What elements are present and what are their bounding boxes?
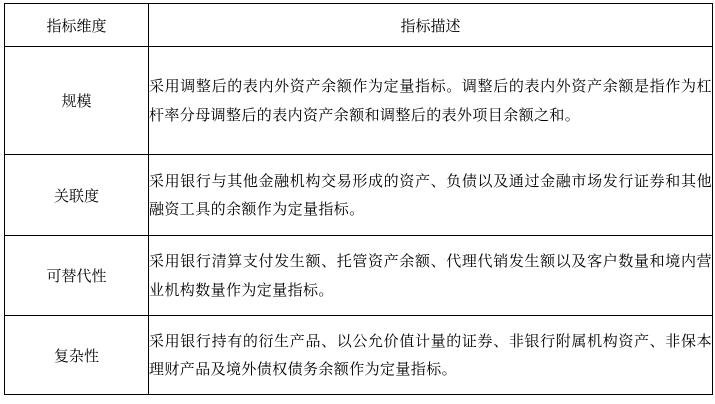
- description-cell: 采用调整后的表内外资产余额作为定量指标。调整后的表内外资产余额是指作为杠杆率分母调整后的表内资产余额和调整后的表外项目余额之和。: [149, 47, 713, 155]
- header-description: 指标描述: [149, 4, 713, 47]
- description-cell: 采用银行持有的衍生产品、以公允价值计量的证券、非银行附属机构资产、非保本理财产品及境外债权债务余额作为定量指标。: [149, 316, 713, 395]
- header-dimension: 指标维度: [5, 4, 149, 47]
- table-row: [5, 47, 713, 155]
- indicator-table: [4, 3, 713, 395]
- dimension-cell: 规模: [5, 47, 149, 155]
- table-header-row: [5, 4, 713, 47]
- table-row: [5, 236, 713, 316]
- dimension-cell: 复杂性: [5, 316, 149, 395]
- table-row: [5, 316, 713, 395]
- description-cell: 采用银行清算支付发生额、托管资产余额、代理代销发生额以及客户数量和境内营业机构数量作为定量指标。: [149, 236, 713, 316]
- dimension-cell: 可替代性: [5, 236, 149, 316]
- dimension-cell: 关联度: [5, 155, 149, 236]
- description-cell: 采用银行与其他金融机构交易形成的资产、负债以及通过金融市场发行证券和其他融资工具的余额作为定量指标。: [149, 155, 713, 236]
- table-row: [5, 155, 713, 236]
